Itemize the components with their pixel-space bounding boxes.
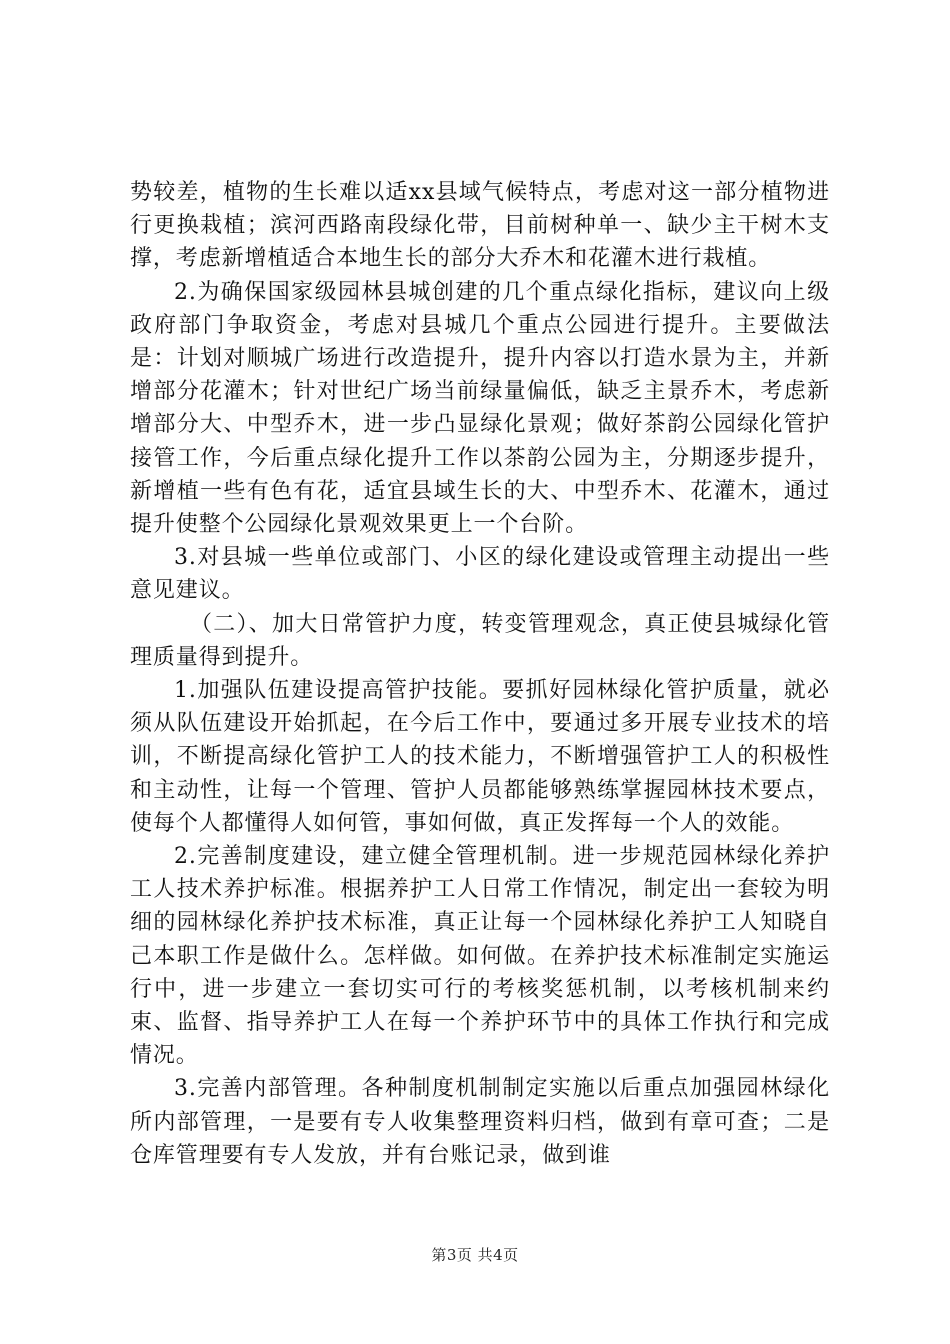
paragraph-subitem-1: 1.加强队伍建设提高管护技能。要抓好园林绿化管护质量，就必须从队伍建设开始抓起，在今后工作中，要通过多开展专业技术的培训，不断提高绿化管护工人的技术能力，不断增强管护工人的积极性和主动性，让每一个管理、管护人员都能够熟练掌握园林技术要点，使每个人都懂得人如何管，事如何做，真正发挥每一个人的效能。 — [130, 678, 830, 836]
page-number-footer: 第3页 共4页 — [431, 1246, 519, 1264]
paragraph-item-2: 2.为确保国家级园林县城创建的几个重点绿化指标，建议向上级政府部门争取资金，考虑对县城几个重点公园进行提升。主要做法是：计划对顺城广场进行改造提升，提升内容以打造水景为主，并新增部分花灌木；针对世纪广场当前绿量偏低，缺乏主景乔木，考虑新增部分大、中型乔木，进一步凸显绿化景观；做好茶韵公园绿化管护接管工作，今后重点绿化提升工作以茶韵公园为主，分期逐步提升，新增植一些有色有花，适宜县域生长的大、中型乔木、花灌木，通过提升使整个公园绿化景观效果更上一个台阶。 — [130, 279, 830, 538]
paragraph-subitem-3: 3.完善内部管理。各种制度机制制定实施以后重点加强园林绿化所内部管理，一是要有专人收集整理资料归档，做到有章可查；二是仓库管理要有专人发放，并有台账记录，做到谁 — [130, 1076, 830, 1168]
paragraph-subitem-2: 2.完善制度建设，建立健全管理机制。进一步规范园林绿化养护工人技术养护标准。根据养护工人日常工作情况，制定出一套较为明细的园林绿化养护技术标准，真正让每一个园林绿化养护工人知晓自己本职工作是做什么。怎样做。如何做。在养护技术标准制定实施运行中，进一步建立一套切实可行的考核奖惩机制，以考核机制来约束、监督、指导养护工人在每一个养护环节中的具体工作执行和完成情况。 — [130, 844, 830, 1069]
paragraph-item-3: 3.对县城一些单位或部门、小区的绿化建设或管理主动提出一些意见建议。 — [130, 545, 830, 604]
document-body — [130, 176, 830, 1172]
paragraph-continuation: 势较差，植物的生长难以适xx县域气候特点，考虑对这一部分植物进行更换栽植；滨河西路南段绿化带，目前树种单一、缺少主干树木支撑，考虑新增植适合本地生长的部分大乔木和花灌木进行栽植。 — [130, 180, 830, 272]
section-heading-2: （二）、加大日常管护力度，转变管理观念，真正使县城绿化管理质量得到提升。 — [130, 611, 830, 670]
